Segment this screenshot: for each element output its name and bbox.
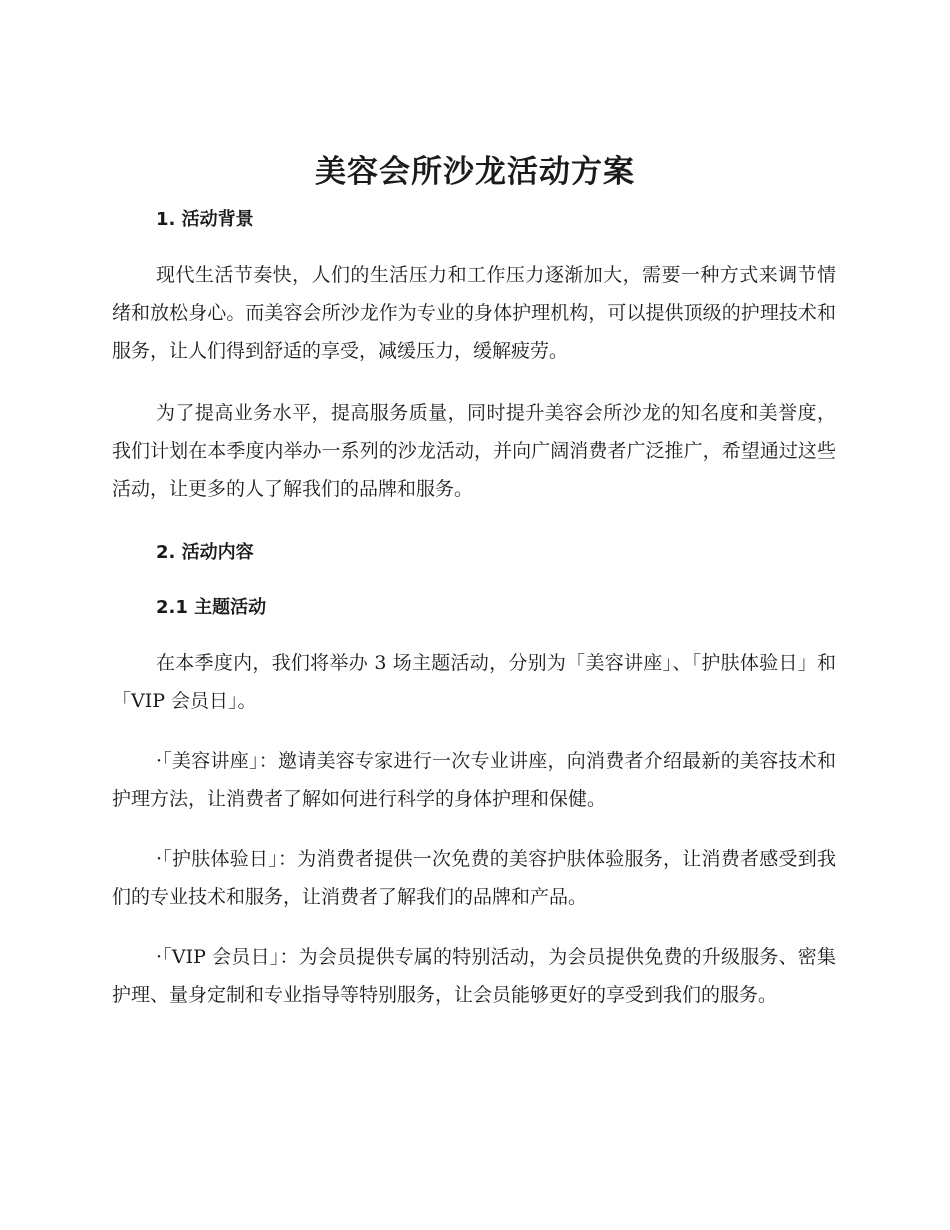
background-paragraph-2: 为了提高业务水平，提高服务质量，同时提升美容会所沙龙的知名度和美誉度，我们计划在本季度内举办一系列的沙龙活动，并向广阔消费者广泛推广，希望通过这些活动，让更多的人了解我们的品牌和服务。 <box>112 402 836 500</box>
theme-activities-intro: 在本季度内，我们将举办 3 场主题活动，分别为「美容讲座」、「护肤体验日」和「VIP 会员日」。 <box>112 652 836 712</box>
bullet-beauty-lecture: ·「美容讲座」：邀请美容专家进行一次专业讲座，向消费者介绍最新的美容技术和护理方法，让消费者了解如何进行科学的身体护理和保健。 <box>112 750 836 810</box>
section-heading-background: 1. 活动背景 <box>156 209 254 230</box>
document-title: 美容会所沙龙活动方案 <box>315 154 635 190</box>
bullet-skincare-experience-day: ·「护肤体验日」：为消费者提供一次免费的美容护肤体验服务，让消费者感受到我们的专业技术和服务，让消费者了解我们的品牌和产品。 <box>112 848 836 908</box>
subsection-heading-theme-activities: 2.1 主题活动 <box>156 597 267 618</box>
bullet-vip-member-day: ·「VIP 会员日」：为会员提供专属的特别活动，为会员提供免费的升级服务、密集护理、量身定制和专业指导等特别服务，让会员能够更好的享受到我们的服务。 <box>112 946 836 1006</box>
background-paragraph-1: 现代生活节奏快，人们的生活压力和工作压力逐渐加大，需要一种方式来调节情绪和放松身心。而美容会所沙龙作为专业的身体护理机构，可以提供顶级的护理技术和服务，让人们得到舒适的享受，减缓压力，缓解疲劳。 <box>112 264 836 362</box>
section-heading-content: 2. 活动内容 <box>156 542 254 563</box>
